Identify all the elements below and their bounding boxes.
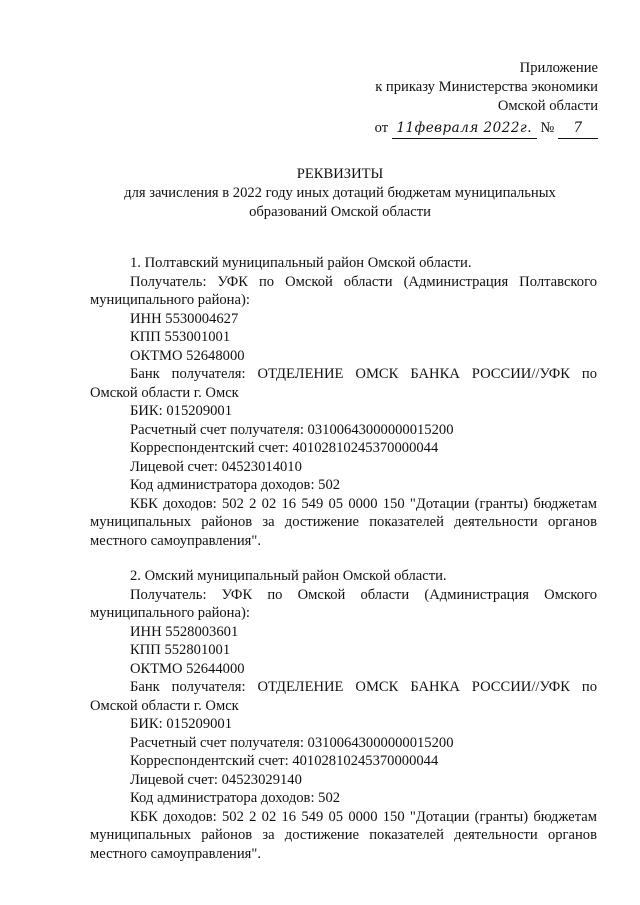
settlement-account: Расчетный счет получателя: 03100643000000015200 [130, 421, 454, 438]
document-title: РЕКВИЗИТЫ [296, 166, 384, 182]
oktmo: ОКТМО 52644000 [130, 660, 245, 677]
document-subtitle-line-1: для зачисления в 2022 году иных дотаций бюджетам муниципальных [124, 185, 556, 201]
document-title-block [90, 165, 590, 222]
kpp: КПП 552801001 [130, 642, 231, 658]
requisites-section [90, 254, 597, 550]
settlement-account: Расчетный счет получателя: 03100643000000015200 [130, 734, 454, 751]
kbk-line-1: КБК доходов: 502 2 02 16 549 05 0000 150 "Дотации (гранты) бюджетам [130, 495, 597, 512]
document-subtitle-line-2: образований Омской области [249, 204, 431, 220]
recipient-line-1: Получатель: УФК по Омской области (Администрация Полтавского [130, 273, 597, 290]
revenue-admin-code: Код администратора доходов: 502 [130, 790, 341, 806]
correspondent-account: Корреспондентский счет: 40102810245370000044 [130, 753, 439, 769]
personal-account: Лицевой счет: 04523014010 [130, 458, 302, 475]
from-label: от [374, 120, 389, 136]
handwritten-number-field [558, 119, 598, 139]
recipient-line-1: Получатель: УФК по Омской области (Администрация Омского [130, 586, 597, 603]
section-heading: 1. Полтавский муниципальный район Омской области. [130, 255, 472, 271]
kbk-line-1: КБК доходов: 502 2 02 16 549 05 0000 150 "Дотации (гранты) бюджетам [130, 808, 597, 825]
correspondent-account: Корреспондентский счет: 40102810245370000044 [130, 440, 439, 456]
number-label: № [540, 120, 555, 136]
inn: ИНН 5528003601 [130, 623, 239, 640]
section-heading: 2. Омский муниципальный район Омской области. [130, 568, 447, 584]
appendix-header [258, 59, 598, 139]
requisites-section [90, 567, 597, 863]
oktmo: ОКТМО 52648000 [130, 347, 245, 364]
recipient-line-2: муниципального района): [90, 605, 250, 621]
kpp: КПП 553001001 [130, 329, 231, 345]
handwritten-date: 11февраля 2022г. [396, 120, 533, 136]
revenue-admin-code: Код администратора доходов: 502 [130, 477, 341, 493]
bank-line-1: Банк получателя: ОТДЕЛЕНИЕ ОМСК БАНКА РОССИИ//УФК по [130, 366, 597, 382]
appendix-label: Приложение [519, 60, 598, 76]
bik: БИК: 015209001 [130, 403, 233, 419]
order-reference: к приказу Министерства экономики [375, 79, 598, 95]
personal-account: Лицевой счет: 04523029140 [130, 771, 302, 788]
handwritten-number: 7 [573, 120, 583, 136]
handwritten-date-field [392, 119, 537, 139]
kbk-line-2: муниципальных районов за достижение показателей деятельности органов [90, 514, 597, 530]
order-date-number-line [258, 119, 598, 139]
kbk-line-3: местного самоуправления". [90, 845, 261, 862]
requisites-body [90, 254, 597, 863]
bank-line-1: Банк получателя: ОТДЕЛЕНИЕ ОМСК БАНКА РОССИИ//УФК по [130, 679, 597, 695]
kbk-line-3: местного самоуправления". [90, 532, 261, 549]
bank-line-2: Омской области г. Омск [90, 697, 239, 714]
bik: БИК: 015209001 [130, 716, 233, 732]
region-name: Омской области [497, 98, 598, 114]
inn: ИНН 5530004627 [130, 310, 239, 327]
recipient-line-2: муниципального района): [90, 292, 250, 308]
kbk-line-2: муниципальных районов за достижение показателей деятельности органов [90, 827, 597, 843]
bank-line-2: Омской области г. Омск [90, 384, 239, 401]
